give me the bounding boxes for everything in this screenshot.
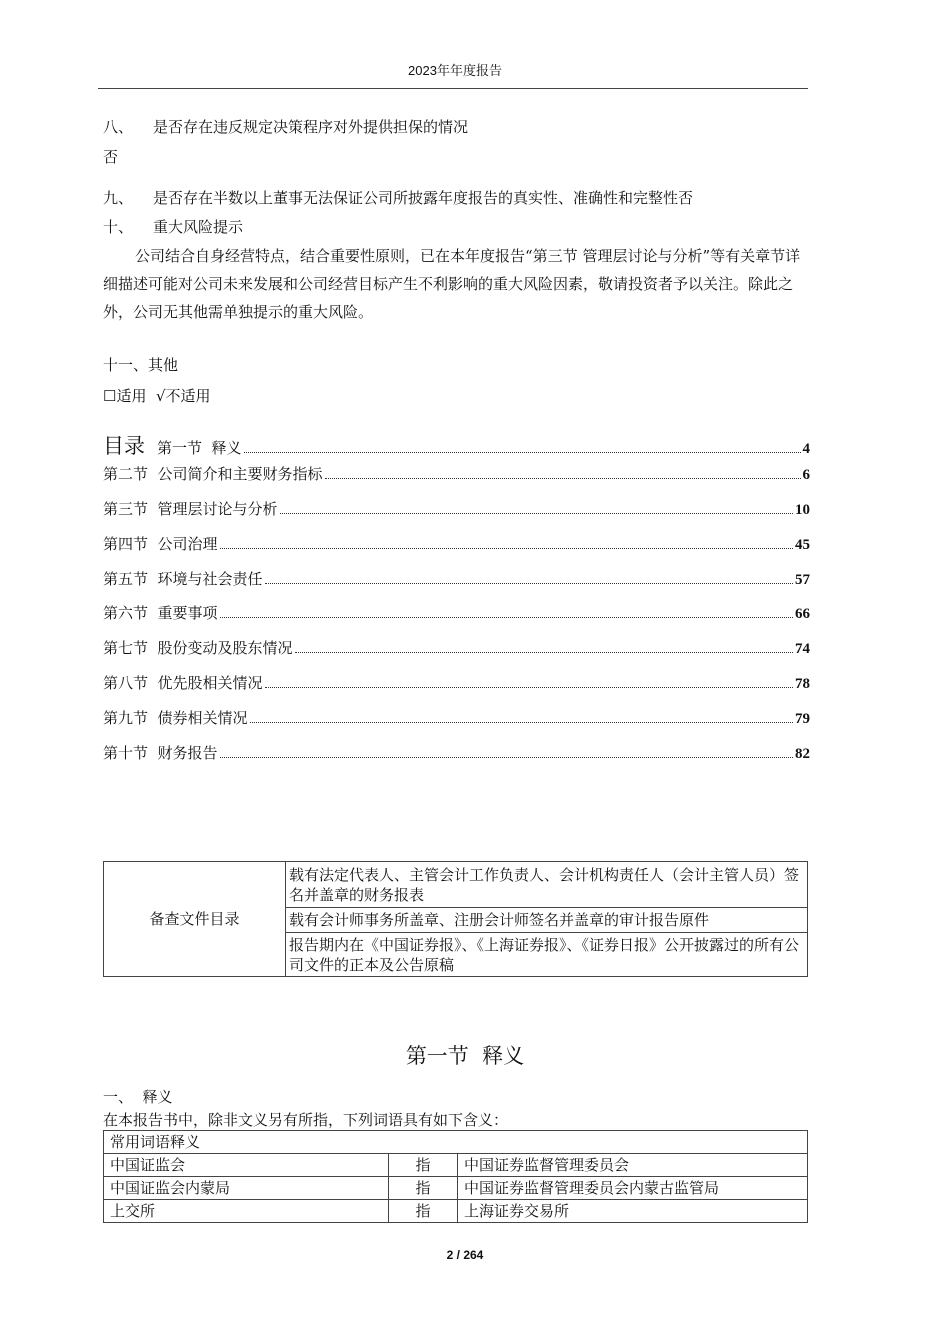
toc-leader-dots [325,478,801,479]
toc-heading: 目录 [103,434,145,458]
table-row [104,1154,808,1177]
toc-entry[interactable] [103,430,810,460]
section-title: 第一节 释义 [405,1044,525,1068]
toc-entry-label: 第五节 环境与社会责任 [103,570,263,588]
definitions-table-header: 常用词语释义 [104,1131,808,1154]
ref: 指 [389,1177,458,1200]
toc-entry-label: 第六节 重要事项 [103,604,218,622]
subsection-heading: 一、 释义 [103,1088,173,1106]
toc-entry[interactable] [103,498,810,519]
item-9-heading: 九、 是否存在半数以上董事无法保证公司所披露年度报告的真实性、准确性和完整性否 [103,189,694,207]
item-11-heading: 十一、其他 [103,356,179,374]
toc-leader-dots [244,452,801,453]
toc-entry-page: 57 [795,572,810,588]
ref: 指 [389,1154,458,1177]
toc-entry-label: 第三节 管理层讨论与分析 [103,500,278,518]
page-header: 2023年年度报告 [408,63,502,78]
toc-entry-page: 45 [795,537,810,553]
toc-entry-page: 10 [795,502,810,518]
table-row [104,1177,808,1200]
toc-entry-page: 74 [795,641,810,657]
toc-leader-dots [220,757,793,758]
toc-entry-label: 第四节 公司治理 [103,535,218,553]
toc-entry[interactable] [103,742,810,763]
toc-entry-label: 第一节 释义 [157,439,242,457]
definitions-table [103,1130,808,1223]
term: 上交所 [104,1200,389,1223]
toc-entry-label: 第七节 股份变动及股东情况 [103,639,293,657]
toc-entry-label: 第九节 债券相关情况 [103,709,248,727]
toc-entry[interactable] [103,602,810,623]
item-10-heading: 十、 重大风险提示 [103,218,244,236]
item-8-heading: 八、 是否存在违反规定决策程序对外提供担保的情况 [103,118,469,136]
toc-leader-dots [220,617,793,618]
ref-doc-row: 载有法定代表人、主管会计工作负责人、会计机构责任人（会计主管人员）签名并盖章的财务报表 [286,862,808,908]
term: 中国证监会 [104,1154,389,1177]
header-divider [98,88,808,89]
toc-entry[interactable] [103,672,810,693]
definition: 上海证券交易所 [458,1200,808,1223]
reference-documents-table [103,861,808,977]
ref-docs-label: 备查文件目录 [104,862,286,977]
applicability-option: ☐适用 √不适用 [103,387,211,405]
toc-entry-page: 66 [795,606,810,622]
toc-entry-page: 78 [795,676,810,692]
definitions-intro: 在本报告书中，除非文义另有所指，下列词语具有如下含义： [103,1111,509,1129]
risk-paragraph: 公司结合自身经营特点，结合重要性原则，已在本年度报告“第三节 管理层讨论与分析”等有关章节详细描述可能对公司未来发展和公司经营目标产生不利影响的重大风险因素，敬请投资者予以关注。除此之外，公司无其他需单独提示的重大风险。 [103,247,801,321]
ref-doc-row: 报告期内在《中国证券报》、《上海证券报》、《证券日报》公开披露过的所有公司文件的正本及公告原稿 [286,933,808,977]
item-8-answer: 否 [103,148,119,166]
toc-entry-page: 6 [802,467,810,483]
toc-entry-page: 79 [795,711,810,727]
toc-leader-dots [265,583,793,584]
page-number: 2 / 264 [446,1248,484,1262]
table-row [104,1200,808,1223]
definition: 中国证券监督管理委员会内蒙古监管局 [458,1177,808,1200]
toc-entry[interactable] [103,568,810,589]
toc-entry-label: 第二节 公司简介和主要财务指标 [103,465,323,483]
toc-leader-dots [280,513,793,514]
toc-entry-page: 82 [795,746,810,762]
toc-entry[interactable] [103,463,810,484]
ref: 指 [389,1200,458,1223]
toc-entry-label: 第八节 优先股相关情况 [103,674,263,692]
toc-leader-dots [250,722,793,723]
definition: 中国证券监督管理委员会 [458,1154,808,1177]
toc-leader-dots [220,548,793,549]
toc-entry[interactable] [103,533,810,554]
toc-entry[interactable] [103,637,810,658]
term: 中国证监会内蒙局 [104,1177,389,1200]
toc-entry-label: 第十节 财务报告 [103,744,218,762]
toc-entry[interactable] [103,707,810,728]
toc-leader-dots [295,652,793,653]
toc-leader-dots [265,687,793,688]
ref-doc-row: 载有会计师事务所盖章、注册会计师签名并盖章的审计报告原件 [286,908,808,933]
toc-entry-page: 4 [802,441,810,457]
